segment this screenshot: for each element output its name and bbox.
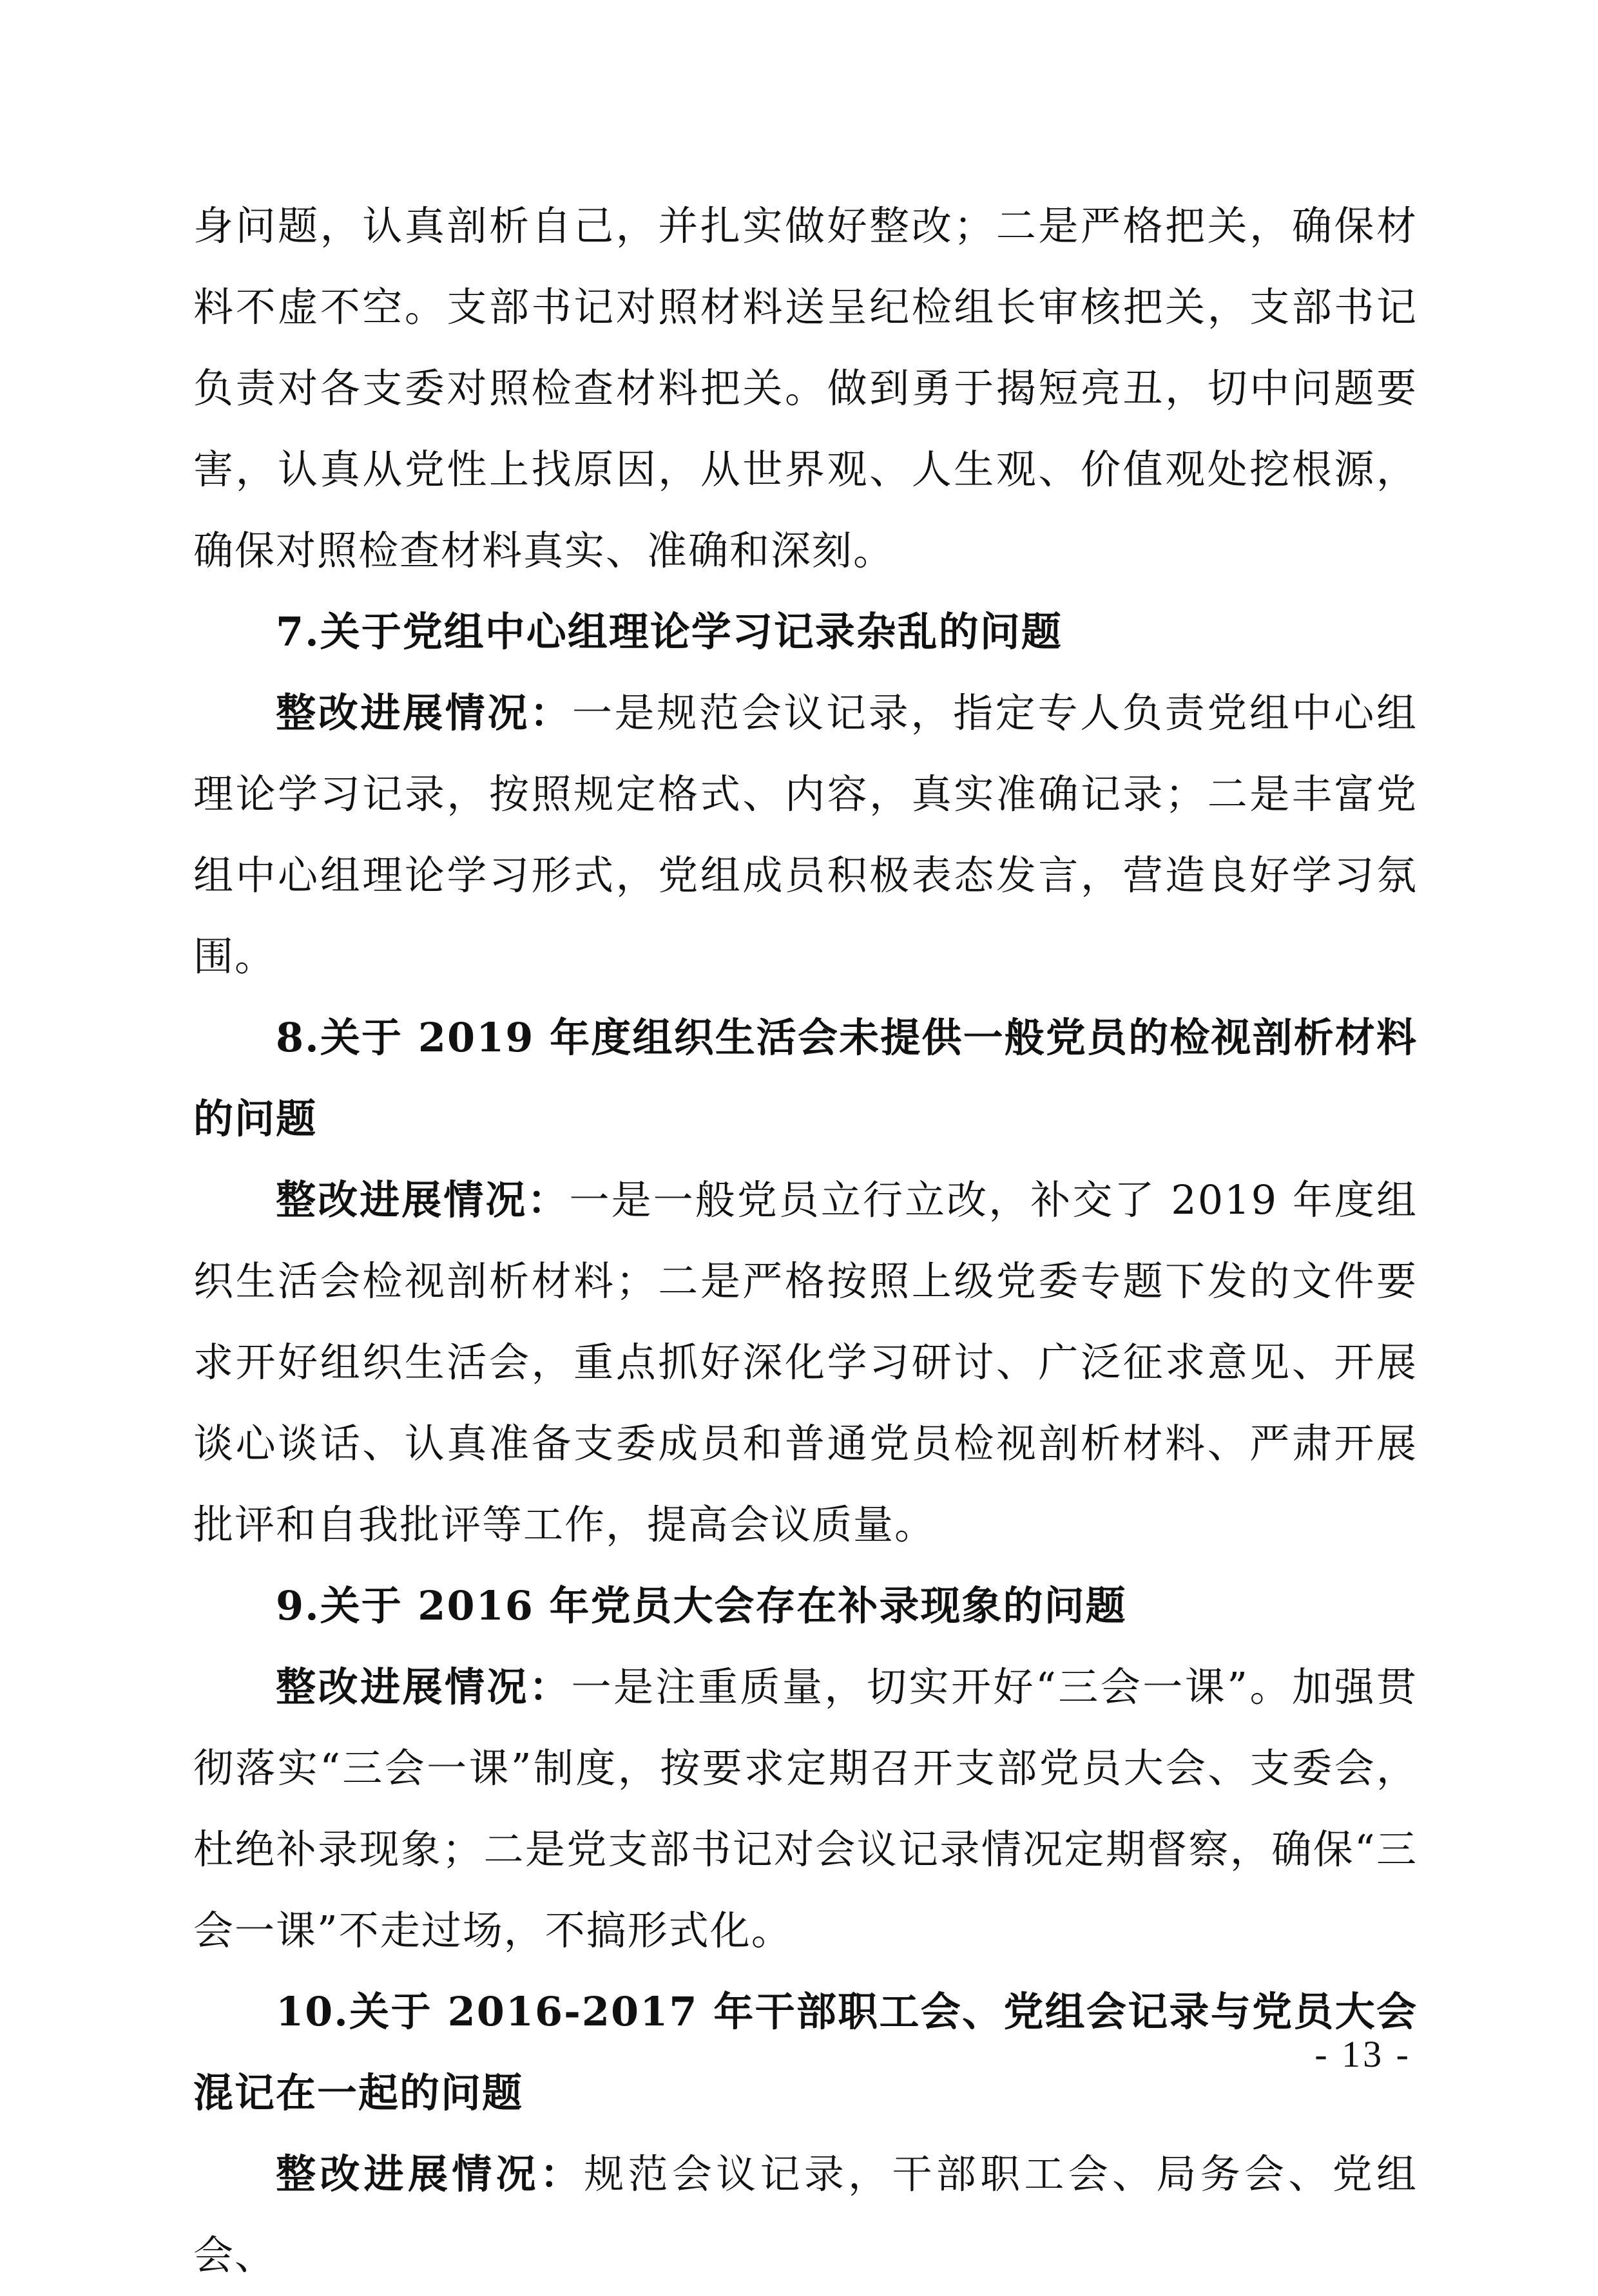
document-body xyxy=(193,186,1418,2296)
progress-text: 一是一般党员立行立改，补交了 2019 年度组织生活会检视剖析材料；二是严格按照上级党委专题下发的文件要求开好组织生活会，重点抓好深化学习研讨、广泛征求意见、开展谈心谈话、认真准备支委成员和普通党员检视剖析材料、严肃开展批评和自我批评等工作，提高会议质量。 xyxy=(193,1176,1418,1548)
heading-text: 10.关于 2016-2017 年干部职工会、党组会记录与党员大会混记在一起的问题 xyxy=(193,1988,1418,2116)
heading-text: 8.关于 2019 年度组织生活会未提供一般党员的检视剖析材料的问题 xyxy=(193,1014,1418,1142)
progress-label: 整改进展情况： xyxy=(276,689,572,736)
heading-text: 9.关于 2016 年党员大会存在补录现象的问题 xyxy=(276,1582,1127,1629)
paragraph-continuation xyxy=(193,186,1418,591)
progress-paragraph-10 xyxy=(193,2134,1418,2296)
progress-paragraph-9 xyxy=(193,1647,1418,1971)
progress-label: 整改进展情况： xyxy=(276,1663,572,1710)
progress-text: 规范会议记录，干部职工会、局务会、党组会、 xyxy=(193,2150,1418,2279)
paragraph-text: 身问题，认真剖析自己，并扎实做好整改；二是严格把关，确保材料不虚不空。支部书记对照材料送呈纪检组长审核把关，支部书记负责对各支委对照检查材料把关。做到勇于揭短亮丑，切中问题要害，认真从党性上找原因，从世界观、人生观、价值观处挖根源，确保对照检查材料真实、准确和深刻。 xyxy=(193,202,1418,574)
progress-label: 整改进展情况： xyxy=(276,1176,570,1223)
section-heading-7 xyxy=(193,591,1418,673)
section-heading-10 xyxy=(193,1971,1418,2134)
section-heading-9 xyxy=(193,1565,1418,1647)
progress-paragraph-8 xyxy=(193,1160,1418,1565)
progress-paragraph-7 xyxy=(193,673,1418,997)
section-heading-8 xyxy=(193,997,1418,1160)
progress-text: 一是注重质量，切实开好“三会一课”。加强贯彻落实“三会一课”制度，按要求定期召开支部党员大会、支委会，杜绝补录现象；二是党支部书记对会议记录情况定期督察，确保“三会一课”不走过场，不搞形式化。 xyxy=(193,1663,1418,1954)
page-number: - 13 - xyxy=(1314,2033,1411,2075)
heading-text: 7.关于党组中心组理论学习记录杂乱的问题 xyxy=(276,608,1063,655)
progress-label: 整改进展情况： xyxy=(276,2150,584,2197)
progress-text: 一是规范会议记录，指定专人负责党组中心组理论学习记录，按照规定格式、内容，真实准确记录；二是丰富党组中心组理论学习形式，党组成员积极表态发言，营造良好学习氛围。 xyxy=(193,689,1418,980)
